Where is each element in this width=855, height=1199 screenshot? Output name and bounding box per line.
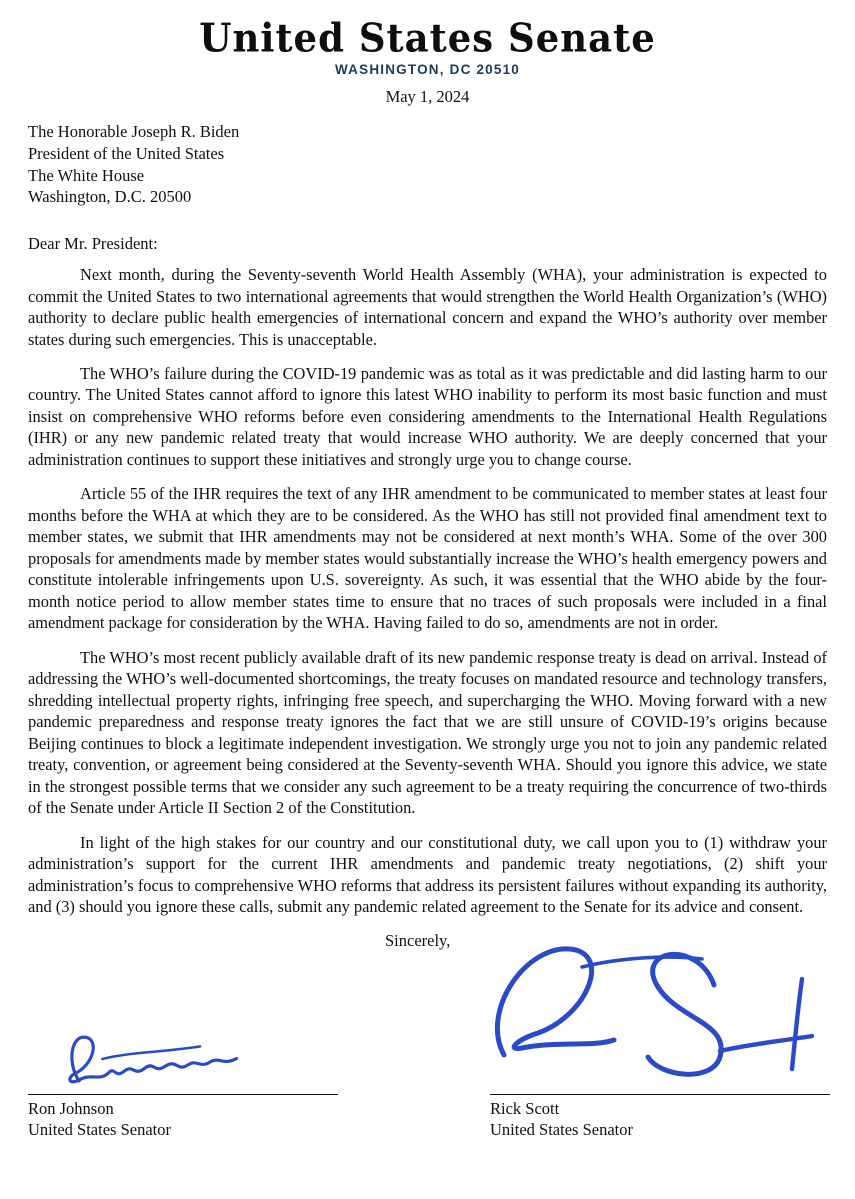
paragraph-2: The WHO’s failure during the COVID-19 pandemic was as total as it was predictable and did lasting harm to our country. The United States cannot afford to ignore this latest WHO inability to perform its most basic function and must insist on comprehensive WHO reforms before even considering amendments to the International Health Regulations (IHR) or any new pandemic related treaty that would increase WHO authority. We are deeply concerned that your administration continues to support these initiatives and strongly urge you to change course.	[28, 364, 827, 469]
ron-johnson-signature	[44, 1008, 273, 1106]
closing-salutation: Sincerely,	[385, 930, 451, 950]
signatory-title-left: United States Senator	[28, 1120, 171, 1140]
recipient-line-1: The Honorable Joseph R. Biden	[28, 122, 240, 141]
letter-date: May 1, 2024	[385, 87, 470, 106]
recipient-line-4: Washington, D.C. 20500	[28, 187, 192, 207]
letterhead	[28, 16, 827, 77]
letterhead-title: United States Senate	[199, 14, 656, 62]
paragraph-5: In light of the high stakes for our country and our constitutional duty, we call upon you to (1) withdraw your administration’s support for the current IHR amendments and pandemic treaty negotiations, (2) shift your administration’s focus to comprehensive WHO reforms that address its persistent failures without expanding its authority, and (3) should you ignore these calls, submit any pandemic related agreement to the Senate for its advice and consent.	[28, 832, 827, 917]
rick-scott-signature	[462, 927, 847, 1095]
signature-block-rick-scott	[490, 976, 830, 1141]
closing-section	[28, 931, 827, 1141]
letterhead-address: WASHINGTON, DC 20510	[334, 62, 521, 77]
recipient-line-2: President of the United States	[28, 143, 225, 163]
salutation: Dear Mr. President:	[28, 234, 158, 254]
recipient-line-3: The White House	[28, 165, 145, 185]
signature-line-right	[490, 1094, 830, 1095]
signatory-name-left: Ron Johnson	[28, 1098, 114, 1118]
signatory-name-right: Rick Scott	[490, 1098, 560, 1118]
paragraph-3: Article 55 of the IHR requires the text of any IHR amendment to be communicated to member states at least four months before the WHA at which they are to be considered. As the WHO has still not provided final amendment text to member states, we submit that IHR amendments may not be considered at next month’s WHA. Some of the over 300 proposals for amendments made by member states would substantially increase the WHO’s health emergency powers and constitute intolerable infringements upon U.S. sovereignty. As such, it was essential that the WHO abide by the four-month notice period to allow member states time to ensure that no traces of such proposals were included in a final amendment package for consideration by the WHA. Having failed to do so, amendments are not in order.	[28, 484, 827, 633]
paragraph-1: Next month, during the Seventy-seventh World Health Assembly (WHA), your administration is expected to commit the United States to two international agreements that would strengthen the World Health Organization’s (WHO) authority to declare public health emergencies of international concern and expand the WHO’s authority over member states during such emergencies. This is unacceptable.	[28, 265, 827, 349]
signatory-title-right: United States Senator	[490, 1120, 633, 1140]
paragraph-4: The WHO’s most recent publicly available draft of its new pandemic response treaty is dead on arrival. Instead of addressing the WHO’s well-documented shortcomings, the treaty focuses on mandated resource and technology transfers, shredding intellectual property rights, infringing free speech, and supercharging the WHO. Moving forward with a new pandemic preparedness and response treaty ignores the fact that we are still unsure of COVID-19’s origins because Beijing continues to block a legitimate independent investigation. We strongly urge you not to join any pandemic related treaty, convention, or agreement being considered at the Seventy-seventh WHA. Should you ignore this advice, we state in the strongest possible terms that we consider any such agreement to be a treaty requiring the concurrence of two-thirds of the Senate under Article II Section 2 of the Constitution.	[28, 647, 827, 818]
recipient-address-block	[28, 121, 827, 208]
signature-block-ron-johnson	[28, 1014, 338, 1141]
